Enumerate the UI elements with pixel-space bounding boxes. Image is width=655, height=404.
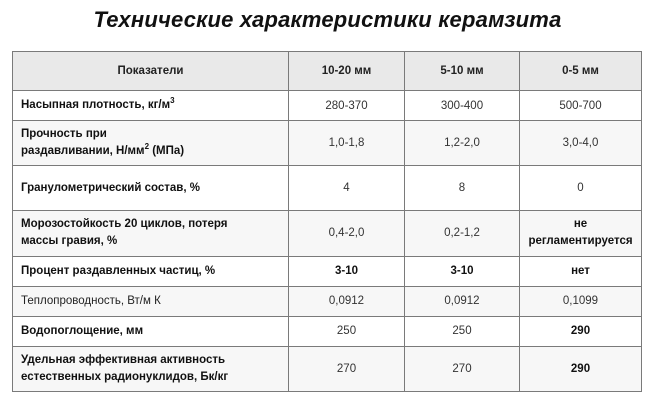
table-cell: 3-10 xyxy=(289,256,405,286)
table-cell: 0,1099 xyxy=(520,286,642,316)
table-row xyxy=(13,211,642,256)
header-fraction-0-5: 0-5 мм xyxy=(520,52,642,91)
row-label: Гранулометрический состав, % xyxy=(13,166,289,211)
table-cell: 1,2-2,0 xyxy=(405,121,520,166)
table-row xyxy=(13,286,642,316)
table-cell: 280-370 xyxy=(289,91,405,121)
row-label: Насыпная плотность, $кг/м^3$ xyxy=(13,91,289,121)
table-cell: 1,0-1,8 xyxy=(289,121,405,166)
table-cell: 270 xyxy=(405,346,520,391)
table-row xyxy=(13,91,642,121)
table-header-row xyxy=(13,52,642,91)
table-row xyxy=(13,346,642,391)
table-cell: 0 xyxy=(520,166,642,211)
table-cell: 0,0912 xyxy=(289,286,405,316)
row-label: Прочность при раздавливании, $Н/мм^2$ (МПа) xyxy=(13,121,289,166)
table-cell: 8 xyxy=(405,166,520,211)
table-cell: 3,0-4,0 xyxy=(520,121,642,166)
table-cell: 4 xyxy=(289,166,405,211)
header-fraction-10-20: 10-20 мм xyxy=(289,52,405,91)
table-cell: 0,4-2,0 xyxy=(289,211,405,256)
table-cell: 250 xyxy=(405,316,520,346)
row-label: Морозостойкость 20 циклов, потеря массы гравия, % xyxy=(13,211,289,256)
row-label: Водопоглощение, мм xyxy=(13,316,289,346)
page-title: Технические характеристики керамзита xyxy=(93,7,562,32)
table-cell: 0,2-1,2 xyxy=(405,211,520,256)
table-row xyxy=(13,166,642,211)
row-label: Процент раздавленных частиц, % xyxy=(13,256,289,286)
table-row xyxy=(13,316,642,346)
header-fraction-5-10: 5-10 мм xyxy=(405,52,520,91)
table-cell: не регламентируется xyxy=(520,211,642,256)
table-row xyxy=(13,121,642,166)
table-cell: 250 xyxy=(289,316,405,346)
table-cell: 290 xyxy=(520,316,642,346)
table-row xyxy=(13,256,642,286)
table-cell: 290 xyxy=(520,346,642,391)
row-label: Теплопроводность, Вт/м К xyxy=(13,286,289,316)
table-cell: 0,0912 xyxy=(405,286,520,316)
table-cell: 500-700 xyxy=(520,91,642,121)
row-label: Удельная эффективная активность естественных радионуклидов, Бк/кг xyxy=(13,346,289,391)
table-cell: 300-400 xyxy=(405,91,520,121)
header-parameters: Показатели xyxy=(13,52,289,91)
table-cell: нет xyxy=(520,256,642,286)
specifications-table xyxy=(12,51,642,392)
table-cell: 3-10 xyxy=(405,256,520,286)
table-cell: 270 xyxy=(289,346,405,391)
